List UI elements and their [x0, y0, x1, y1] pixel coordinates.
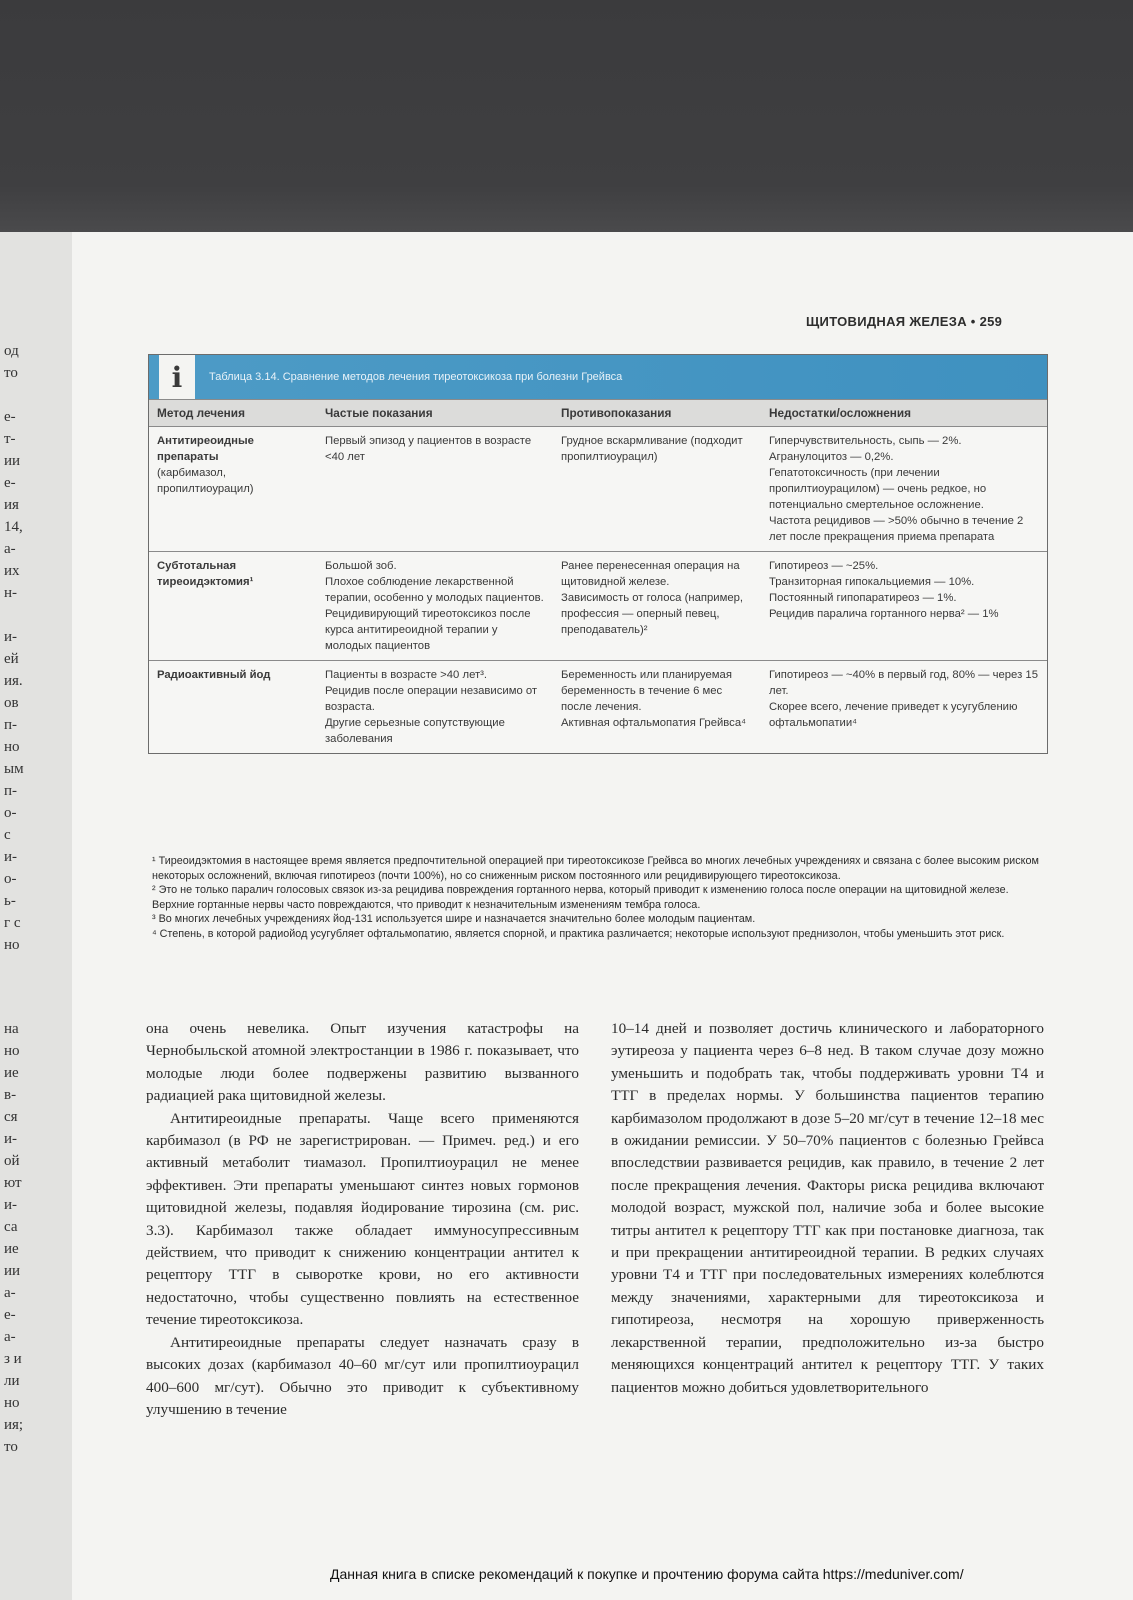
contraindications-cell: [553, 427, 761, 552]
edge-text-fragment: ия.: [4, 673, 23, 689]
header-complications: Недостатки/осложнения: [761, 400, 1047, 427]
edge-text-fragment: а-: [4, 541, 16, 557]
body-column-right: [611, 1018, 1044, 1399]
cell-line: Агранулоцитоз — 0,2%.: [769, 451, 894, 463]
cell-line: Беременность или планируемая беременность в течение 6 мес после лечения.: [561, 669, 732, 713]
cell-line: Первый эпизод у пациентов в возрасте <40 лет: [325, 435, 532, 463]
edge-text-fragment: е-: [4, 409, 16, 425]
edge-text-fragment: од: [4, 343, 19, 359]
cell-line: Гепатотоксичность (при лечении пропилтиоурацилом) — очень редкое, но потенциально смертельное осложнение.: [769, 467, 987, 511]
edge-text-fragment: и-: [4, 1197, 18, 1213]
method-cell: [149, 427, 317, 552]
edge-text-fragment: то: [4, 1439, 18, 1455]
edge-text-fragment: ия: [4, 497, 19, 513]
body-paragraph: 10–14 дней и позволяет достичь клинического и лабораторного эутиреоза у пациента через 6–8 нед. В таком случае дозу можно уменьшить и подобрать так, чтобы поддерживать уровни Т4 и ТТГ в пределах нормы. У большинства пациентов терапию карбимазолом продолжают в дозе 5–20 мг/сут в течение 12–18 мес в ожидании ремиссии. У 50–70% пациентов с болезнью Грейвса впоследствии развивается рецидив, как правило, в течение 2 лет после прекращения лечения. Факторы риска рецидива включают молодой возраст, мужской пол, наличие зоба и более высокие титры антител к рецептору ТТГ как при постановке диагноза, так и при прекращении антитиреоидной терапии. В редких случаях уровни Т4 и ТТГ при последовательных измерениях колеблются между значениями, характерными для тиреотоксикоза и гипотиреоза, несмотря на хорошую приверженность лекарственной терапии, предположительно из-за быстро меняющихся концентраций антител к рецептору ТТГ. У таких пациентов можно добиться удовлетворительного: [611, 1020, 1044, 1396]
edge-text-fragment: с: [4, 827, 11, 843]
header-method: Метод лечения: [149, 400, 317, 427]
indications-cell: [317, 552, 553, 661]
edge-text-fragment: ой: [4, 1153, 20, 1169]
edge-text-fragment: и-: [4, 1131, 18, 1147]
cell-line: Рецидивирующий тиреотоксикоз после курса антитиреоидной терапии у молодых пациентов: [325, 608, 531, 652]
edge-text-fragment: ие: [4, 1065, 19, 1081]
forum-recommendation-note: Данная книга в списке рекомендаций к покупке и прочтению форума сайта https://meduniver.com/: [330, 1566, 964, 1582]
complications-cell: [761, 427, 1047, 552]
edge-text-fragment: а-: [4, 1285, 16, 1301]
edge-text-fragment: з и: [4, 1351, 22, 1367]
edge-text-fragment: ли: [4, 1373, 20, 1389]
footnote: ¹ Тиреоидэктомия в настоящее время является предпочтительной операцией при тиреотоксикозе Грейвса во многих лечебных учреждениях и связана с более высоким риском некоторых осложнений, включая гипотиреоз (почти 100%), но со сниженным риском постоянного или рецидивирующего тиреотоксикоза.: [152, 855, 1039, 882]
footnote: ⁴ Степень, в которой радиойод усугубляет офтальмопатию, является спорной, и практика различается; некоторые используют преднизолон, чтобы уменьшить этот риск.: [152, 927, 1005, 940]
cell-line: Частота рецидивов — >50% обычно в течение 2 лет после прекращения приема препарата: [769, 515, 1024, 543]
table-title: Таблица 3.14. Сравнение методов лечения тиреотоксикоза при болезни Грейвса: [209, 371, 623, 383]
header-contraindications: Противопоказания: [553, 400, 761, 427]
edge-text-fragment: п-: [4, 783, 18, 799]
cell-line: Гипотиреоз — ~40% в первый год, 80% — через 15 лет.: [769, 669, 1038, 697]
edge-text-fragment: и-: [4, 849, 18, 865]
method-cell: [149, 552, 317, 661]
edge-text-fragment: ь-: [4, 893, 16, 909]
cell-line: Постоянный гипопаратиреоз — 1%.: [769, 592, 957, 604]
contraindications-cell: [553, 552, 761, 661]
cell-line: Пациенты в возрасте >40 лет³.: [325, 669, 488, 681]
edge-text-fragment: ии: [4, 1263, 21, 1279]
method-name: Антитиреоидные препараты: [157, 435, 254, 463]
edge-text-fragment: 14,: [4, 519, 23, 535]
edge-text-fragment: ей: [4, 651, 19, 667]
indications-cell: [317, 661, 553, 754]
cell-line: Большой зоб.: [325, 560, 397, 572]
body-paragraph: Антитиреоидные препараты. Чаще всего применяются карбимазол (в РФ не зарегистрирован. — Примеч. ред.) и его активный метаболит тиамазол. Пропилтиоурацил не менее эффективен. Эти препараты уменьшают синтез новых гормонов щитовидной железы, подавляя йодирование тирозина (см. рис. 3.3). Карбимазол также обладает иммуносупрессивным действием, что приводит к снижению концентрации антител к рецептору ТТГ в сыворотке крови, но его активности недостаточно, чтобы существенно повлиять на естественное течение тиреотоксикоза.: [146, 1109, 579, 1329]
body-column-left: [146, 1018, 579, 1421]
method-cell: [149, 661, 317, 754]
table-title-bar: [149, 355, 1047, 399]
comparison-table: [148, 354, 1048, 754]
info-icon: i: [159, 355, 195, 399]
edge-text-fragment: а-: [4, 1329, 16, 1345]
complications-cell: [761, 661, 1047, 754]
edge-text-fragment: т-: [4, 431, 16, 447]
edge-text-fragment: п-: [4, 717, 18, 733]
cell-line: Плохое соблюдение лекарственной терапии, особенно у молодых пациентов.: [325, 576, 544, 604]
cell-line: Другие серьезные сопутствующие заболевания: [325, 717, 505, 745]
edge-text-fragment: о-: [4, 871, 17, 887]
edge-text-fragment: но: [4, 1043, 20, 1059]
method-examples: (карбимазол, пропилтиоурацил): [157, 467, 254, 495]
cell-line: Транзиторная гипокальциемия — 10%.: [769, 576, 975, 588]
edge-text-fragment: ия;: [4, 1417, 24, 1433]
edge-text-fragment: ют: [4, 1175, 22, 1191]
edge-text-fragment: в-: [4, 1087, 17, 1103]
method-name: Субтотальная тиреоидэктомия¹: [157, 560, 254, 588]
cell-line: Активная офтальмопатия Грейвса⁴: [561, 717, 746, 729]
cell-line: Зависимость от голоса (например, профессия — оперный певец, преподаватель)²: [561, 592, 744, 636]
footnote: ³ Во многих лечебных учреждениях йод-131 используется шире и назначается значительно более молодым пациентам.: [152, 913, 756, 925]
edge-text-fragment: но: [4, 1395, 20, 1411]
edge-text-fragment: ие: [4, 1241, 19, 1257]
running-head: ЩИТОВИДНАЯ ЖЕЛЕЗА • 259: [806, 314, 1003, 329]
edge-text-fragment: г с: [4, 915, 21, 931]
table-row: [149, 552, 1047, 661]
edge-text-fragment: ии: [4, 453, 21, 469]
header-indications: Частые показания: [317, 400, 553, 427]
edge-text-fragment: но: [4, 739, 20, 755]
table-row: [149, 427, 1047, 552]
cell-line: Грудное вскармливание (подходит пропилтиоурацил): [561, 435, 743, 463]
edge-text-fragment: са: [4, 1219, 18, 1235]
table-footnotes: [152, 854, 1040, 941]
edge-text-fragment: ся: [4, 1109, 18, 1125]
edge-text-fragment: н-: [4, 585, 18, 601]
edge-text-fragment: их: [4, 563, 20, 579]
edge-text-fragment: е-: [4, 475, 16, 491]
edge-text-fragment: е-: [4, 1307, 16, 1323]
cell-line: Гипотиреоз — ~25%.: [769, 560, 879, 572]
edge-text-fragment: и-: [4, 629, 18, 645]
contraindications-cell: [553, 661, 761, 754]
cell-line: Ранее перенесенная операция на щитовидной железе.: [561, 560, 740, 588]
scanner-shadow-area: [0, 0, 1133, 232]
edge-text-fragment: то: [4, 365, 18, 381]
body-paragraph: она очень невелика. Опыт изучения катастрофы на Чернобыльской атомной электростанции в 1986 г. показывает, что молодые люди более подвержены развитию вызванного радиацией рака щитовидной железы.: [146, 1020, 579, 1105]
edge-text-fragment: ов: [4, 695, 19, 711]
edge-text-fragment: ым: [4, 761, 24, 777]
table-grid: [149, 399, 1047, 753]
body-paragraph: Антитиреоидные препараты следует назначать сразу в высоких дозах (карбимазол 40–60 мг/сут или пропилтиоурацил 400–600 мг/сут). Обычно это приводит к субъективному улучшению в течение: [146, 1333, 579, 1418]
table-row: [149, 661, 1047, 754]
edge-text-fragment: на: [4, 1021, 19, 1037]
table-header-row: [149, 400, 1047, 427]
edge-text-fragment: о-: [4, 805, 17, 821]
cell-line: Рецидив паралича гортанного нерва² — 1%: [769, 608, 999, 620]
edge-text-fragment: но: [4, 937, 20, 953]
footnote: ² Это не только паралич голосовых связок из-за рецидива повреждения гортанного нерва, который приводит к изменению голоса после операции на щитовидной железе. Верхние гортанные нервы часто повреждаются, что приводит к незначительным изменениям тембра голоса.: [152, 884, 1009, 911]
complications-cell: [761, 552, 1047, 661]
method-name: Радиоактивный йод: [157, 669, 271, 681]
cell-line: Рецидив после операции независимо от возраста.: [325, 685, 538, 713]
cell-line: Гиперчувствительность, сыпь — 2%.: [769, 435, 962, 447]
cell-line: Скорее всего, лечение приведет к усугублению офтальмопатии⁴: [769, 701, 1018, 729]
indications-cell: [317, 427, 553, 552]
